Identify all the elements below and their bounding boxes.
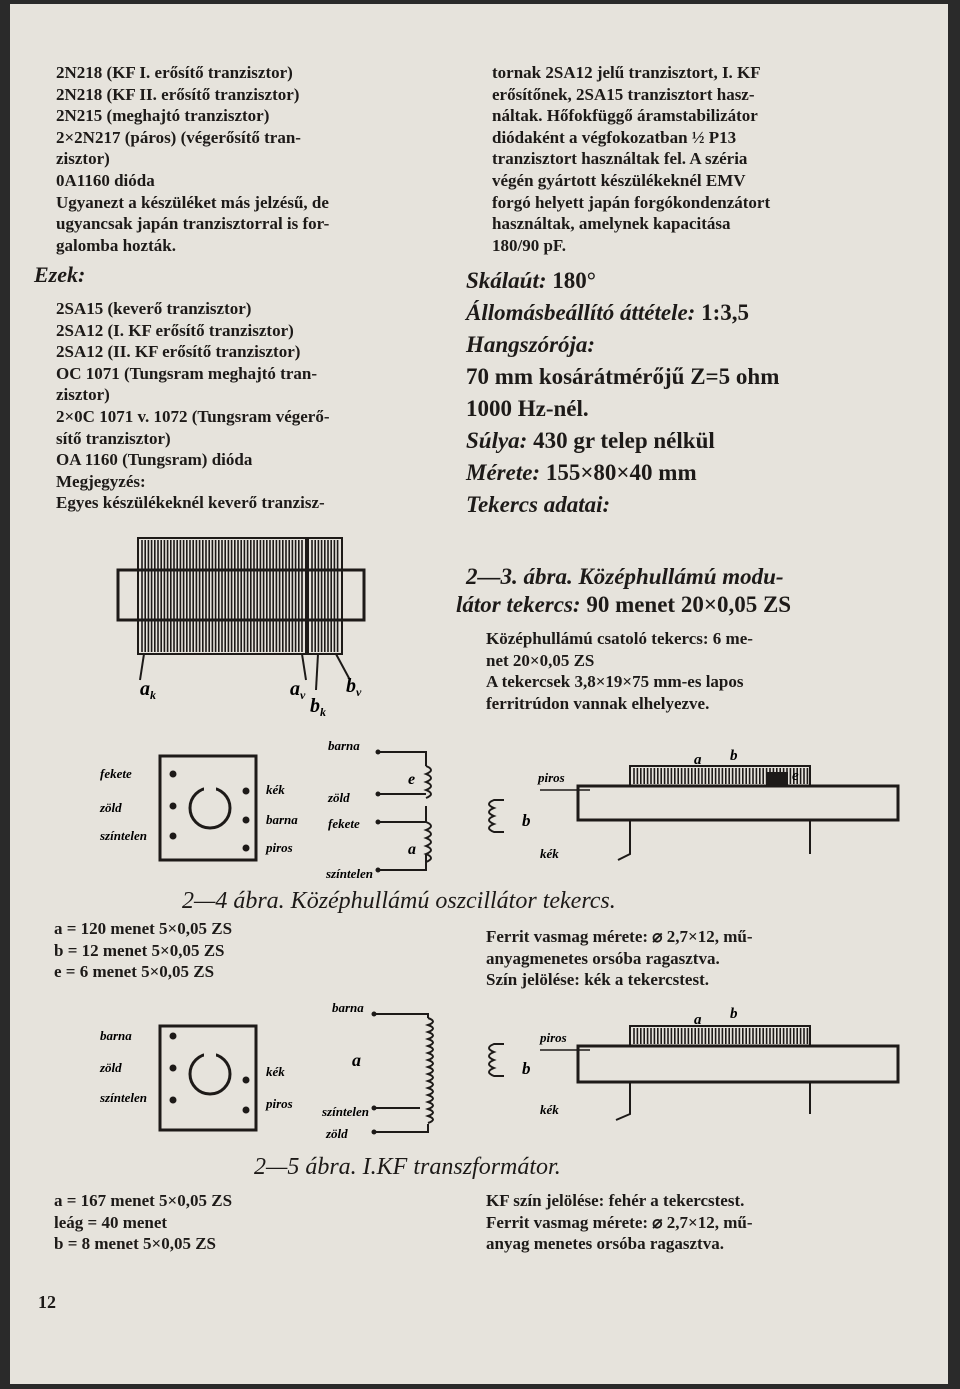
wire-label: színtelen (100, 828, 147, 843)
spec-label: Tekercs adatai: (466, 492, 611, 517)
fig24-schematic (376, 750, 432, 873)
text-line: 2SA12 (II. KF erősítő tranzisztor) (56, 342, 301, 362)
lead-ak (140, 654, 144, 680)
wire-label: kék (266, 782, 285, 797)
text-line: használtak, amelynek kapacitása (492, 214, 731, 234)
schematic-label: zöld (326, 1126, 348, 1141)
spec-row (466, 458, 779, 490)
text-line: diódaként a végfokozatban ½ P13 (492, 127, 737, 147)
spec-value: 180° (552, 268, 596, 293)
fig23-caption: 2—3. ábra. Középhullámú modu- (466, 564, 784, 589)
schematic-label: színtelen (326, 866, 373, 881)
coil-label: piros (540, 1030, 567, 1045)
wire-label: kék (266, 1064, 285, 1079)
spec-value: 155×80×40 mm (545, 460, 697, 485)
text-line: náltak. Hőfokfüggő áramstabilizátor (492, 106, 758, 126)
coil-label: b (730, 748, 738, 764)
text-line: 2SA15 (keverő tranzisztor) (56, 299, 252, 318)
spec-value: 70 mm kosárátmérőjű Z=5 ohm (466, 364, 780, 389)
text-line: zisztor) (56, 149, 110, 169)
note-heading: Megjegyzés: (56, 471, 146, 491)
spec-value: 1000 Hz-nél. (466, 396, 589, 421)
spec-label: Skálaút: (466, 268, 547, 293)
spec-row (466, 330, 779, 362)
coil-label: b (522, 1059, 531, 1078)
spec-row (466, 490, 779, 522)
legend-line: leág = 40 menet (54, 1212, 168, 1232)
text-line: sítő tranzisztor) (56, 428, 171, 448)
transistor-list-1 (56, 62, 329, 256)
schematic-label: a (352, 1050, 361, 1070)
text-line: 2N218 (KF II. erősítő tranzisztor) (56, 84, 300, 104)
coil-label: a (694, 752, 702, 768)
spec-row (466, 426, 779, 458)
schematic-label: barna (328, 738, 360, 753)
fig23-coil-drawing (110, 530, 370, 720)
text-line: ugyancsak japán tranzisztorral is for- (56, 214, 330, 234)
fig24-socket (160, 756, 256, 860)
text-line: net 20×0,05 ZS (486, 650, 595, 670)
spec-row (466, 298, 779, 330)
fig24-drawing (70, 736, 950, 896)
fig25-drawing (70, 974, 950, 1144)
fig23-caption-line2: látor tekercs: 90 menet 20×0,05 ZS (456, 592, 792, 617)
coil-label: e (792, 768, 799, 784)
spec-label: Mérete: (466, 460, 541, 485)
coil-label: b (730, 1006, 738, 1022)
text-line: zisztor) (56, 385, 110, 405)
legend-line: a = 167 menet 5×0,05 ZS (54, 1191, 233, 1210)
legend-line: b = 8 menet 5×0,05 ZS (54, 1234, 216, 1254)
fig25-caption: 2—5 ábra. I.KF transzformátor. (254, 1154, 561, 1180)
text-line: A tekercsek 3,8×19×75 mm-es lapos (486, 672, 744, 692)
text-line: OA 1160 (Tungsram) dióda (56, 450, 253, 470)
coil-label: a (694, 1012, 702, 1028)
fig25-schematic (372, 1012, 434, 1135)
label-bv: $b_v$ (346, 675, 362, 699)
label-bk: $b_k$ (310, 695, 326, 719)
page-number: 12 (38, 1292, 56, 1312)
wire-label: fekete (100, 766, 132, 781)
text-line: végén gyártott készülékeknél EMV (492, 170, 746, 190)
text-line: Ugyanezt a készüléket más jelzésű, de (56, 192, 329, 212)
text-line: 2N215 (meghajtó tranzisztor) (56, 106, 270, 126)
book-page (10, 4, 948, 1384)
text-line: 2×0C 1071 v. 1072 (Tungsram végerő- (56, 406, 330, 426)
note-line: KF szín jelölése: fehér a tekercstest. (486, 1191, 745, 1210)
wire-label: piros (266, 840, 293, 855)
wire-label: barna (266, 812, 298, 827)
text-line: tornak 2SA12 jelű tranzisztort, I. KF (492, 63, 761, 82)
text-line: ferritrúdon vannak elhelyezve. (486, 693, 710, 713)
lead-av (302, 654, 306, 680)
note-line: anyagmenetes orsóba ragasztva. (486, 948, 720, 968)
spec-value: 1:3,5 (701, 300, 749, 325)
spec-row (466, 394, 779, 426)
legend-line: a = 120 menet 5×0,05 ZS (54, 919, 233, 938)
note-line: anyag menetes orsóba ragasztva. (486, 1234, 724, 1254)
note-text: Egyes készülékeknél keverő tranzisz- (56, 493, 325, 513)
fig23-text (486, 628, 753, 714)
note-line: Szín jelölése: kék a tekercstest. (486, 970, 709, 990)
schematic-label: e (408, 771, 416, 788)
text-line: forgó helyett japán forgókondenzátort (492, 192, 771, 212)
coil-label: kék (540, 1102, 559, 1117)
left-column-2 (56, 298, 330, 514)
spec-label: Állomásbeállító áttétele: (466, 300, 696, 325)
schematic-label: színtelen (322, 1104, 369, 1119)
fig25-legend (54, 1190, 232, 1255)
schematic-label: barna (332, 1000, 364, 1015)
spec-row (466, 362, 779, 394)
text-line: 0A1160 dióda (56, 170, 155, 190)
text-line: 2N218 (KF I. erősítő tranzisztor) (56, 63, 293, 82)
coil-label: piros (538, 770, 565, 785)
spec-value: 430 gr telep nélkül (533, 428, 715, 453)
right-column (492, 62, 770, 256)
fig25-note (486, 1190, 753, 1255)
coil-label: b (522, 811, 531, 830)
wire-label: színtelen (100, 1090, 147, 1105)
right-text (492, 62, 770, 256)
text-line: Középhullámú csatoló tekercs: 6 me- (486, 629, 753, 648)
schematic-label: zöld (328, 790, 350, 805)
wire-label: barna (100, 1028, 132, 1043)
schematic-label: a (408, 841, 416, 858)
spec-row (466, 266, 779, 298)
wire-label: zöld (100, 800, 122, 815)
schematic-label: fekete (328, 816, 360, 831)
coil-label: kék (540, 846, 559, 861)
text-line: galomba hozták. (56, 235, 176, 255)
label-av: $a_v$ (290, 678, 306, 702)
text-line: OC 1071 (Tungsram meghajtó tran- (56, 363, 317, 383)
text-line: tranzisztort használtak fel. A széria (492, 149, 748, 169)
text-line: 2×2N217 (páros) (végerősítő tran- (56, 127, 301, 147)
note-line: Ferrit vasmag mérete: ⌀ 2,7×12, mű- (486, 1212, 753, 1232)
text-line: 180/90 pF. (492, 235, 567, 255)
left-column (56, 62, 329, 256)
text-line: erősítőnek, 2SA15 tranzisztort hasz- (492, 84, 755, 104)
spec-label: Hangszórója: (466, 332, 596, 357)
note-line: Ferrit vasmag mérete: ⌀ 2,7×12, mű- (486, 927, 753, 946)
coil-b-windings (312, 540, 338, 652)
transistor-list-2 (56, 298, 330, 471)
label-ak: $a_k$ (140, 678, 156, 702)
legend-line: b = 12 menet 5×0,05 ZS (54, 940, 225, 960)
spec-list (466, 266, 779, 522)
text-line: 2SA12 (I. KF erősítő tranzisztor) (56, 320, 294, 340)
wire-label: zöld (100, 1060, 122, 1075)
fig24-caption: 2—4 ábra. Középhullámú oszcillátor tekercs. (182, 888, 616, 914)
legend-line: e = 6 menet 5×0,05 ZS (54, 962, 215, 982)
wire-label: piros (266, 1096, 293, 1111)
ezek-heading: Ezek: (34, 262, 86, 287)
lead-bk (316, 654, 318, 690)
fig25-socket (160, 1026, 256, 1130)
spec-label: Súlya: (466, 428, 528, 453)
